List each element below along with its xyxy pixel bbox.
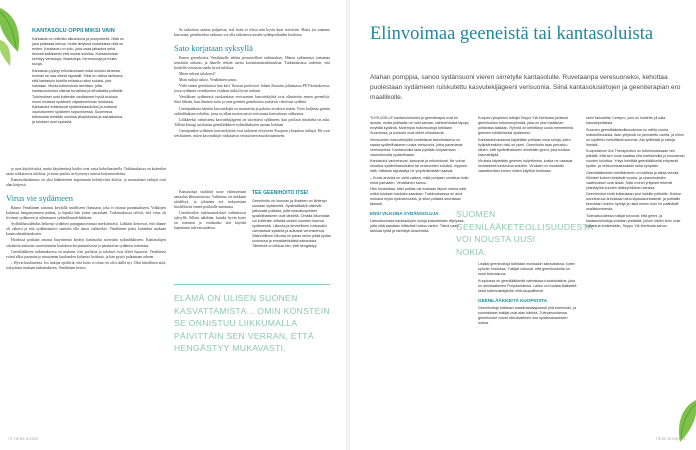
section-heading-sato: Sato korjataan syksyllä (174, 43, 253, 54)
sidebar-box-text (32, 37, 124, 125)
tip-box-text: Geenihoito on luonnan ja lihaksen on lähtenyt suoraan sydämeltä. Sydänlääkärit näkevät jatkuvasti potilaita, joille kasvatuspisteet sydänlihakseen ovat tärkeitä. Omalla liikunnalla voi kuitenkin edistää uusien suonten kasvua sydämessä. Liikunta ja terveellinen ruokavalio vahvistavat sydäntä ja auttavat verenkiertoa. Säännöllinen liikunta on paras keino pitää sydän kunnossa ja ennaltaehkäistä sairauksia. Tärkeintä on liikkua niin, että hengästyy. (252, 199, 331, 248)
body-paragraph: Vielä ennen geenihoitoa hän kävi Turussa professori Juhani Knuutin johtamassa PET-keskuksessa, jossa sydämen verenkiertoa voidaan tutkia hyvin tarkasti. (174, 84, 330, 94)
section-heading-virus: Virus vie sydämeen (6, 193, 73, 204)
body-paragraph: Hoidossa potilaan omasta luuytimestä kerätyt kantasolut siirrettiin sydänlihakseen. Kantasolujen odotettiin auttavan vaurioituneen kudoksen korjautumisessa ja parantavan sydämen toimintaa. (6, 238, 166, 248)
body-paragraph: Geenihoidon tutkimustulokset valmistuvat syksyllä. Silloin nähdään, kuinka hyvin hoito on toiminut ja voidaanko sitä käyttää laajemmin tulevaisuudessa. (174, 211, 246, 231)
body-paragraph: Verisuonten kasvutekijöitä hoidettavat tarkoituksena on saada sydänlihakseen uusia verisuonia, jotka parantavat verenkiertoa. Kantasoluilla taas pyritään korjaamaan vaurioitunutta sydänlihasta. (370, 137, 463, 157)
page-footer-left: 70 TIEDE 8/2004 (8, 437, 39, 441)
right-column-2 (478, 116, 578, 176)
body-paragraph: Ennen geenihoitoa Venäläiselle tehtiin perusteelliset tutkimukset. Hänen sydämensä toimintaa seurattiin tarkasti, ja hänelle tehtiin useita kuvantamistutkimuksia. Tutkimuksissa todettiin, että hoidolla voitaisiin saada hyviä tuloksia. (174, 56, 330, 71)
body-paragraph: – Hyvin kuuluneena. Jos tutkijat epäilivät, että hoito ei toimi, en olisi täällä nyt. Olen kiitollinen siitä, että pääsin mukaan tutkimukseen, Venäläinen kertoo. (6, 260, 166, 270)
body-paragraph: Viruksia käytetään geenien kuljettimina, koska ne osaavat luontaisesti tunkeutua soluihin. Virukset on muokattu vaarattomiksi ennen niiden käyttöä hoidossa. (478, 159, 573, 173)
left-column-2b (174, 190, 246, 232)
right-page (350, 0, 696, 450)
left-column-2 (174, 28, 330, 140)
body-paragraph: Kuopiossa on geenilääkkeitä valmistava tuotantolaitos, joka on ainutlaatuinen Pohjoismaissa. Laitos voi tuottaa lääkkeitä sekä tutkimuskäyttöön että kaupallisesti. (478, 278, 577, 293)
body-paragraph: Kuopion yliopiston tutkijat Seppo Ylä-Herttuala johtavat geenihoidon tutkimusryhmää, joka on yksi maailman johtavista alallaan. Ryhmä on kehittänyt uusia menetelmiä geenien siirtämiseksi sydämeen. (478, 116, 573, 135)
body-paragraph: Kantasolut vanhenevat, kasvavat ja erikoistuvat. Ne voivat muuttua sydänlihassoluiksi tai verisuonten soluiksi, riippuen siitä, millaisia signaaleja ne ympäristöstään saavat. (370, 159, 468, 173)
left-page (0, 0, 346, 450)
left-column-1 (6, 167, 166, 272)
body-paragraph: Moni tutkija uskoo, Venäläinen sanoo. (179, 78, 238, 83)
section-heading-sydansoluja: ENSI VILKONA SYDÄNSOLUJA (370, 211, 439, 216)
tip-box (252, 190, 332, 249)
body-paragraph: Se tarkoittaa saattaa puljaavaa, että hoito ei tehoa niin hyvin kuin toivottiin. Mutta jos saamme kasvattaa, geenihoidon vaikutus voi olla ratkaiseva uusien sydänpotilaiden hoidossa. (174, 28, 330, 38)
tip-box-title: TEE GEENIHOITO ITSE! (252, 190, 309, 196)
pull-quote: ELÄMÄ ON ULISEN SUONEN KASVATTAMISTA... OMIN KONSTEIN SE ONNISTUU LIIKKUMALLA PÄIVITTÄIN SEN VERRAN, ETTÄ HENGÄSTYY MUKAVASTI. (174, 293, 330, 353)
right-column-2b (478, 262, 578, 327)
sidebar-box-title: KANTASOLU OPPII MIKSI VAIN (32, 28, 115, 34)
body-paragraph: Raimo Venäläinen sairastui keväällä tavalliseen flunssaan, joka ei ottanut parantuakseen. Viikkojen kuluessa hengästyminen paheni, ja lopulta hän joutui sairaalaan. Tutkimuksissa selvisi, että virus oli levinnyt sydämeen ja aiheuttanut sydänlihastulehduksen. (6, 206, 166, 221)
right-column-1 (370, 116, 470, 236)
body-paragraph: Geenihoitoja tutkitaan maailmanlaajuisesti yhä enemmän, ja suomalaiset tutkijat ovat alan kärkeä. Tulevaisuudessa geenihoidot voivat olla tavallinen osa sydänsairauksien hoitoa. (478, 305, 577, 325)
sidebar-paragraph: Tutkimukset ovat kuitenkin osoittaneet hyviä tuloksia muun muassa sydämen vajaatoiminnan hoidossa. Kantasolut erilaistuvat sydänlihassoluiksi ja auttavat vaurioituneen sydämen toipumisessa. Suomessa tutkimusta tehdään useissa yliopistoissa ja sairaaloissa, ja tulokset ovat lupaavia. (32, 95, 124, 124)
section-heading-geenilaakkeita: GEENILÄÄKKEITÄ KUOPIOSTA (478, 297, 548, 303)
body-paragraph: – Kuusi arvioita on vielä vaikea, mikä pohjaan onnistua hoito ehkä parhaiten, Venäläinen sanoo. (370, 175, 469, 185)
body-paragraph: Miten tulevat tuloksesi? (179, 72, 216, 77)
sidebar-box (32, 28, 124, 127)
body-paragraph: Hän muistuttaa, ettei potilas ole koskaan täysin varma siitä, mitkä tulokset hoidosta saadaan. Tutkimuksessa on aina mukana myös epävarmuutta, ja siksi potilaita seurataan tarkasti. (370, 187, 467, 206)
right-column-3 (586, 116, 686, 230)
body-paragraph: Tulevaisuudessa tutkijat toivovat, että geeni- ja kantasoluhoitoja voidaan yhdistää, jolloin niiden teho voisi parantua entisestään, Seppo Ylä-Herttuala sanoo. (586, 213, 681, 228)
body-paragraph: Venäläisen sydämessä ruiskutetaan verisuonten kasvutekijöitä ovat eliminoitu ennen geeneilyä. Siitä lähtien, kun ihmisen solut ja oma geenien geenihoitoa saattavat vahvistaa sydäntä. (174, 95, 330, 105)
pull-quote-right: SUOMEN GEENILÄÄKETEOLLISUUDESTA VOI NOUSTA UUSI NOKIA. (456, 209, 593, 257)
body-paragraph: Geenilääkkeiden kehittäminen on kallista ja aikaa vievää. Kliiniset kokeet kestävät vuosia, ja viranomaisten vaatimukset ovat tiukat. Siksi monet yritykset tekevät yhteistyötä suurten lääkeyhtiöiden kanssa. (586, 170, 680, 190)
body-paragraph: Geenipankista haettiin kasvutekijää on monistettu ja pakattu viruksen sisään. Virus kuljettaa geenin sydänlihaksen soluihin, jossa se alkaa tuottaa uusia verisuonia kasvattavaa valkuaista. (174, 106, 330, 116)
body-paragraph: Laboratoriossa kantasolujen soluja kasvatetaan viljelyssä, jotta niitä saadaan riittävästi hoitoa varten. Tämä vaatii tarkkaa työtä ja steriilejä olosuhteita. (370, 219, 465, 233)
pullquote-divider (174, 284, 330, 285)
body-paragraph: Lisäksi geenihoitoja tutkitaan muissakin sairauksissa, kuten syövän hoidossa. Tutkijat uskovat, että geenihoidoilla on suuri tulevaisuus. (478, 262, 575, 276)
body-paragraph: Lääkkeeksi valmistettu kasvutekijägeeni on siirrettävä sydämeen, kun potilaan rintakehä on auki. Tällöin kirurgi ruiskuttaa geenilääkkeen sydänlihakseen useaan kohtaan. (174, 117, 330, 127)
body-paragraph: seen tarkoitettu Cerepro, jota on hoidettu yli sata kasvainpotilasta. (586, 116, 666, 125)
article-headline: Elinvoimaa geeneistä tai kantasoluista (370, 24, 654, 44)
body-paragraph: Geenipankin sydämen kasvutekijöitä ovat tutkineet erityisesti Kuopion yliopiston tutkijat. He ovat selvittäneet, miten kasvutekijät vaikuttavat verisuonten muodostumiseen. (174, 128, 330, 138)
body-paragraph: Kantasoluja sisältävä tuote valmistetaan sairaalan laboratoriossa. Valmistus on tarkkaan säädeltyä, ja jokainen erä tarkastetaan huolellisesti ennen potilaalle antamista. (174, 190, 246, 210)
body-paragraph: ja osaa käyttää niitä, mutta käytännössä hoidot ovat vasta kokeiluasteella. Tutkimuksissa on kuitenkin saatu rohkaisevia tuloksia, ja moni potilas on hyötynyt uusista hoitomuodoista. (6, 167, 166, 177)
page-footer-right: TIEDE 8/2004 71 (655, 437, 686, 441)
leaf-decoration-icon (0, 0, 24, 70)
body-paragraph: Sydänlihastulehdus heikensi sydämen pumppausvoimaa merkittävästi. Lääkärit kertoivat, että tilanne oli vakava ja että sydämensiirto saattaisi olla ainoa vaihtoehto. Venäläinen pääsi kuitenkin mukaan kantasolututkimukseen. (6, 222, 166, 237)
body-paragraph: Geenihoidot eivät kuitenkaan sovi kaikille potilaille. Hoidon soveltuvuus arvioidaan aina tapauskohtaisesti, ja potilaille kerrotaan hoidon hyödyt ja riskit ennen kuin he päättävät osallistumisesta. (586, 192, 682, 211)
body-paragraph: Kuopiolainen Ark Therapeutics on tutkimuksissaan niin pitkällä, että sen tuote saattaa olla markkinoilla jo muutaman vuoden kuluttua. Yritys kehittää geenilääkkeitä erityisesti sydän- ja verisuonisairauksiin sekä syöpään. (586, 149, 685, 168)
body-paragraph: Kantasoluhoidoissa käytetään potilaan omia soluja, joten hyljintäreaktion riski on pieni. Geenihoito taas perustuu siihen, että sydänlihakseen siirretään geeni, joka tuottaa kasvutekijää. (478, 137, 571, 157)
body-paragraph: TUTKIJOILLE kantasoluhoidot ja geeniterapia ovat eri asioita, mutta potilaalle ne ovat samaa: vaihtoehtoisia tapoja elvyttää sydäntä. Molempia hoitomuotoja tutkitaan Suomessa, ja tulokset ovat olleet rohkaisevia. (370, 116, 469, 135)
sidebar-paragraph: Kantasolu on elämän alkusoluna ja pluripotentti. Niitä on joka paikassa kehoa, mutta tietyissä kudoksissa niitä on eniten. Kantasolu on solu, joka osaa jakautua sekä itsensä kaltaiseksi että muiksi soluiksi. Kantasoluista kehittyy verisoluja, lihassoluja, hermosoluja ja muita soluja. (32, 37, 124, 66)
body-paragraph: Kantasolututkimus on yksi lääketieteen nopeimmin kehittyvistä aloista, ja suomalaiset tutkijat ovat alan kärjessä. (6, 178, 166, 188)
sidebar-paragraph: Kantasolu pystyy erikoistumaan miksi soluksi tahansa, kunhan se saa oikeat signaalit. Siksi on oltava tarkkana, että kantasolu todella erilaistuu siksi soluksi, jota halutaan. Monia tutkimuksia tarvitaan, jotta kantasoluhoidot olisivat turvallisia ja tehokkaita potilaille. (32, 68, 124, 93)
article-lead: Alahan pomppia, sanoo sydänsuoni vieren siirretylle kantasolulle. Ruvetaanpa veresuoneksi, kehottaa puolestaan sydämeen ruiskutettu kasvutekijägeeni verisuonia. Siinä kantasolusiirtojen ja geeniterapian ero maallikolle. (370, 74, 681, 101)
body-paragraph: Geenilääkkeen tutkimuksessa on mukana viisi potilasta ja tulokset ovat olleet lupaavia. Venäläisen vointi alkoi parantua jo muutaman kuukauden kuluessa hoidosta, ja hän pystyi palaamaan arkeen. (6, 249, 166, 259)
body-paragraph: Suomen geenilääketeollisuudessa on nähty suuria mahdollisuuksia. Alan yrityksiä on perustettu useita, ja niihin on sijoitettu merkittäviä summia. Ala työllistää jo satoja ihmisiä. (586, 127, 684, 147)
